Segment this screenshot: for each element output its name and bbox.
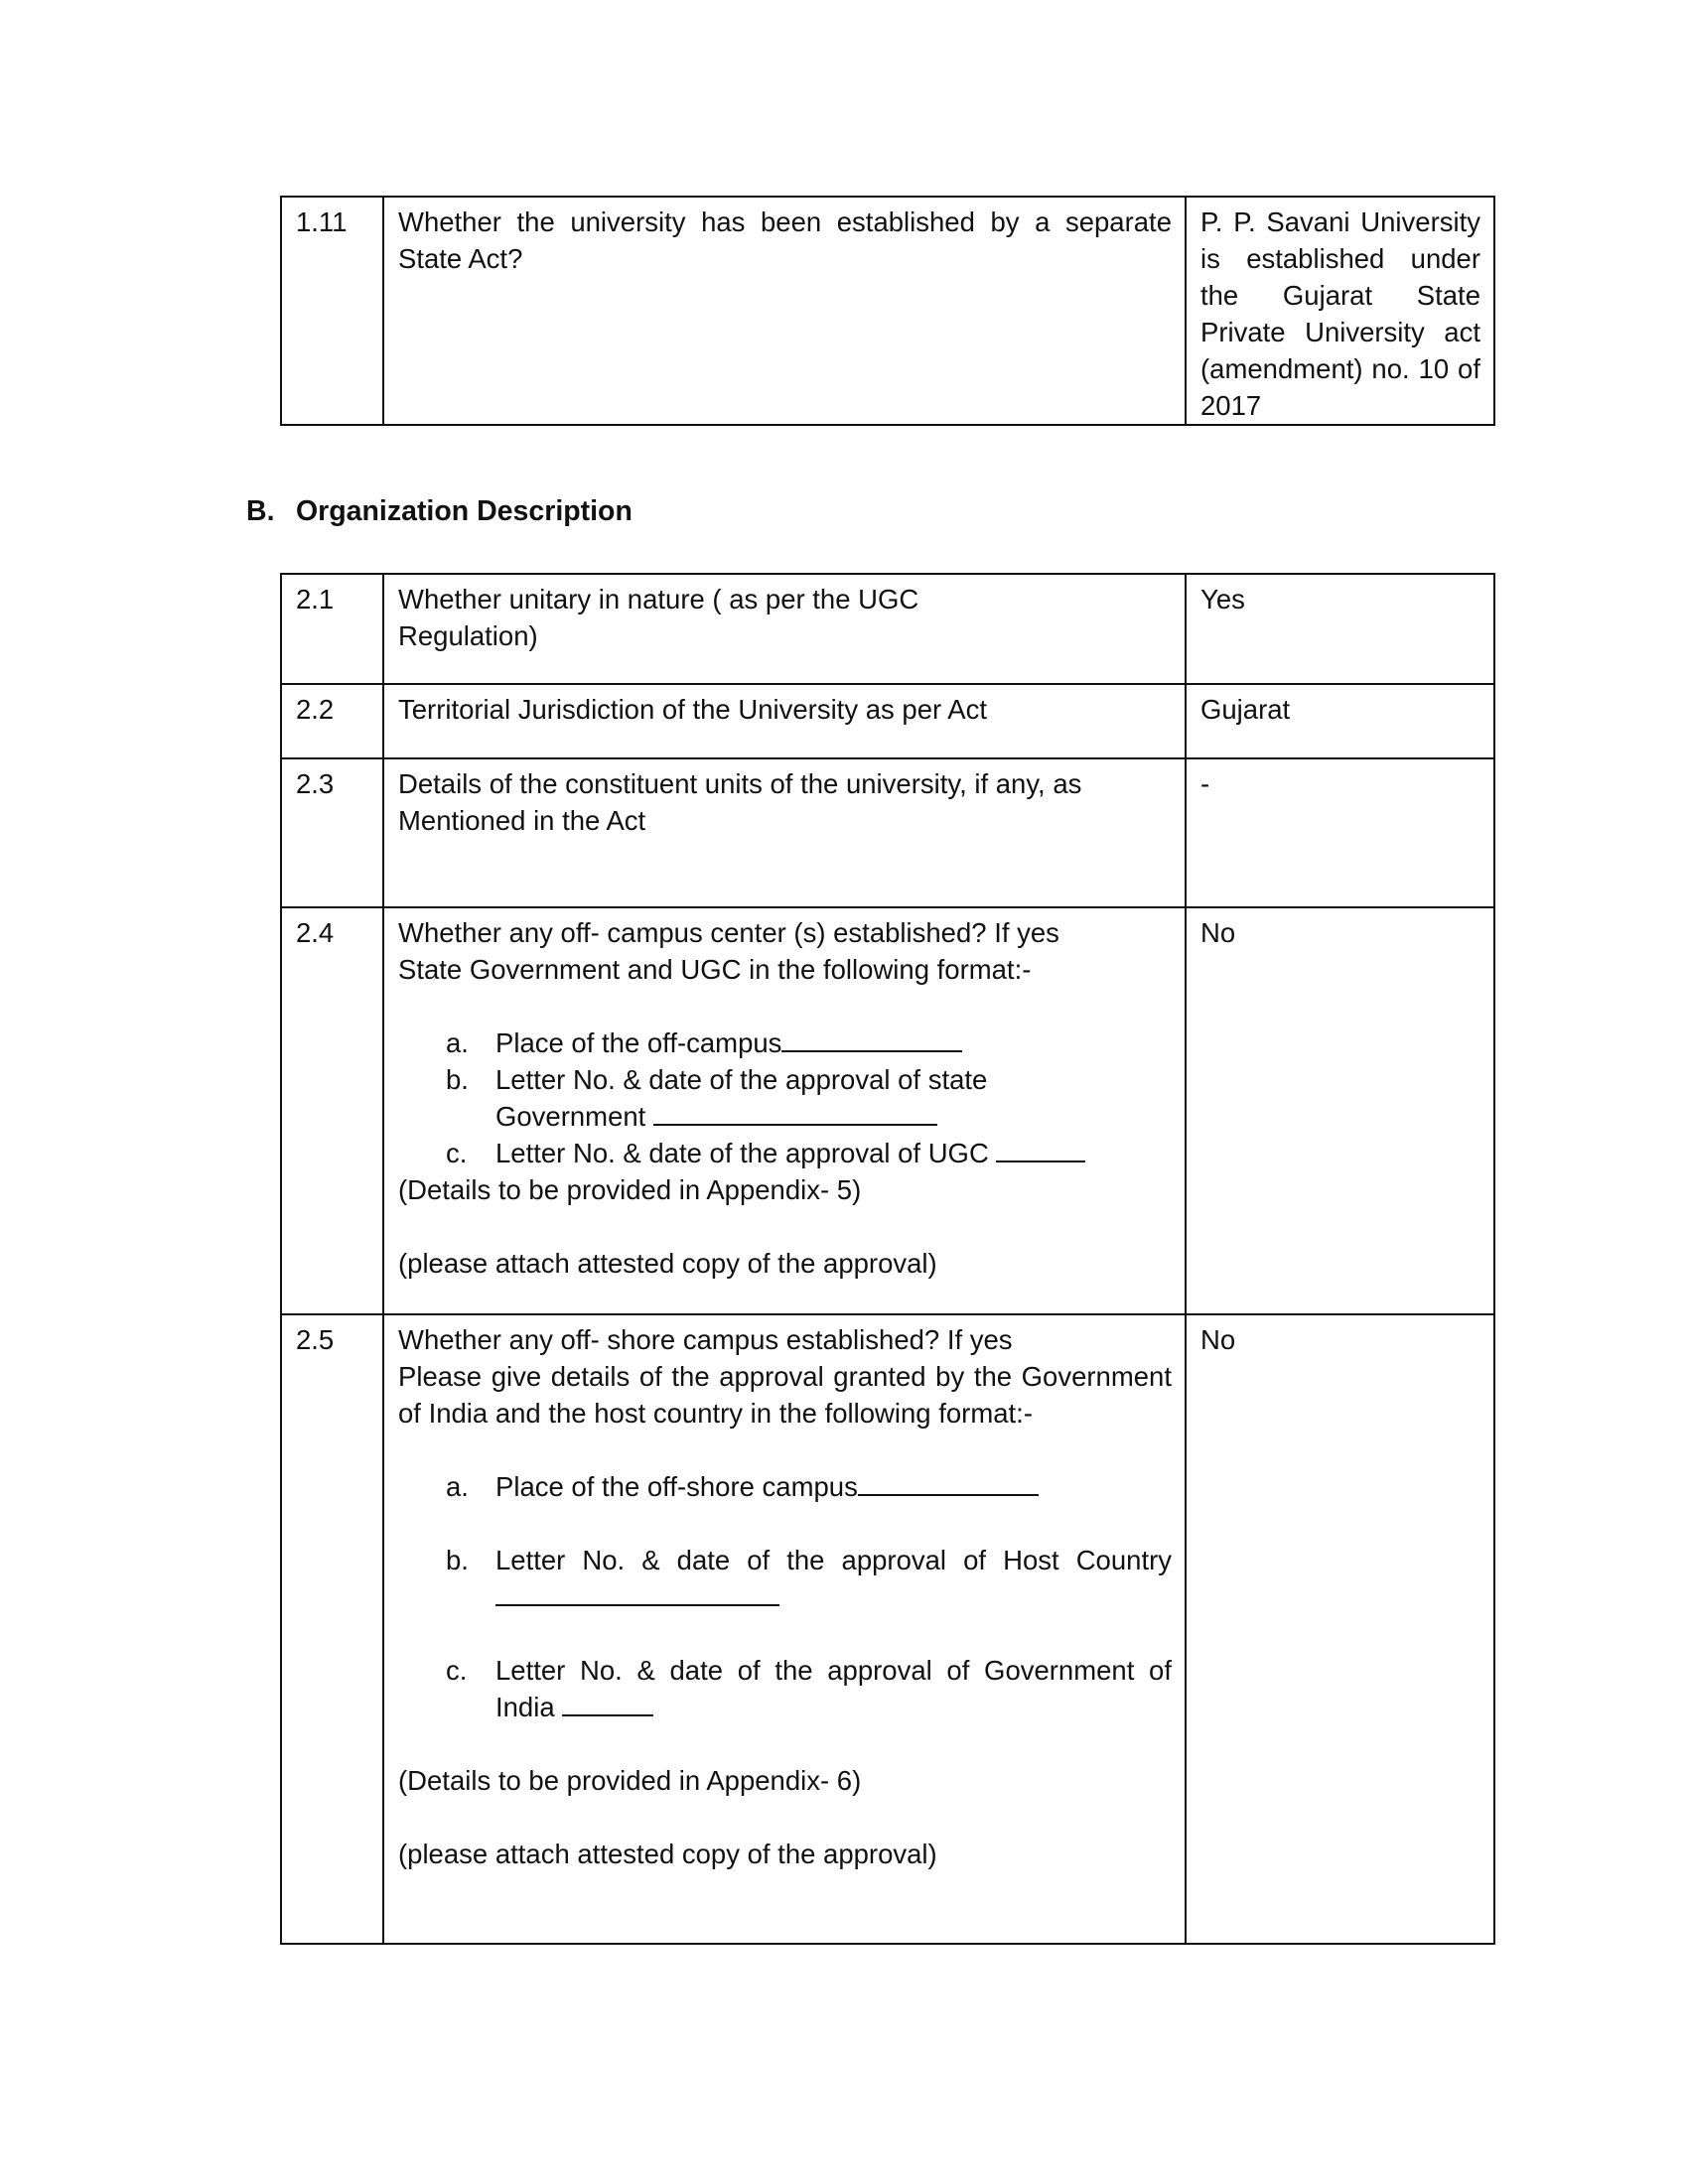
section-letter: B. (246, 495, 275, 527)
question-line: Please give details of the approval granted by the Government of India and the host country in the following format:- (398, 1361, 1172, 1429)
row-number: 2.5 (281, 1314, 383, 1944)
fill-blank (495, 1578, 779, 1606)
list-text: Letter No. & date of the approval of UGC (495, 1138, 997, 1168)
list-text: Place of the off-shore campus (495, 1471, 858, 1502)
row-question (383, 1314, 1186, 1944)
row-question (383, 758, 1186, 907)
table-row (281, 574, 1494, 684)
list-text: Letter No. & date of the approval of Host Country (495, 1545, 1172, 1575)
format-list (398, 1024, 1172, 1171)
row-question: Territorial Jurisdiction of the University as per Act (383, 684, 1186, 758)
list-text: Letter No. & date of the approval of Government of India (495, 1655, 1172, 1722)
question-line: State Government and UGC in the following format:- (398, 954, 1032, 985)
row-answer: Yes (1186, 574, 1494, 684)
details-note: (Details to be provided in Appendix- 6) (398, 1765, 862, 1796)
list-text: Place of the off-campus (495, 1027, 782, 1058)
question-line: Whether any off- campus center (s) established? If yes (398, 917, 1059, 948)
state-act-table (280, 196, 1495, 426)
list-item (446, 1061, 1172, 1135)
table-row (281, 197, 1494, 425)
list-item (446, 1024, 1172, 1061)
fill-blank (996, 1135, 1085, 1162)
row-number: 2.4 (281, 907, 383, 1314)
attach-note: (please attach attested copy of the approval) (398, 1248, 937, 1279)
row-answer: Gujarat (1186, 684, 1494, 758)
list-item (446, 1135, 1172, 1171)
row-question (383, 907, 1186, 1314)
row-number: 2.1 (281, 574, 383, 684)
section-title: Organization Description (296, 495, 633, 527)
row-number: 2.2 (281, 684, 383, 758)
attach-note: (please attach attested copy of the approval) (398, 1839, 937, 1869)
details-note: (Details to be provided in Appendix- 5) (398, 1174, 862, 1205)
row-question: Whether the university has been established by a separate State Act? (383, 197, 1186, 425)
row-number: 2.3 (281, 758, 383, 907)
question-text (398, 1321, 1172, 1432)
organization-table (280, 573, 1495, 1945)
list-marker: c. (446, 1138, 468, 1168)
list-text: Government (495, 1101, 653, 1132)
question-line: Mentioned in the Act (398, 805, 646, 836)
fill-blank (562, 1689, 653, 1716)
question-line: Whether unitary in nature ( as per the UGC (398, 584, 919, 614)
fill-blank (653, 1098, 937, 1126)
table-row (281, 684, 1494, 758)
list-marker: a. (446, 1027, 469, 1058)
row-answer: - (1186, 758, 1494, 907)
table-row (281, 758, 1494, 907)
question-line: Whether any off- shore campus established? If yes (398, 1324, 1013, 1355)
list-marker: b. (446, 1064, 469, 1095)
list-item (446, 1652, 1172, 1725)
list-text: Letter No. & date of the approval of state (495, 1064, 988, 1095)
list-marker: b. (446, 1545, 469, 1575)
row-question (383, 574, 1186, 684)
row-answer: No (1186, 1314, 1494, 1944)
list-marker: c. (446, 1655, 468, 1686)
fill-blank (858, 1468, 1039, 1496)
row-number: 1.11 (281, 197, 383, 425)
list-item (446, 1542, 1172, 1615)
row-answer: P. P. Savani University is established under the Gujarat State Private University act (amendment) no. 10 of 2017 (1186, 197, 1494, 425)
section-heading (246, 493, 633, 530)
fill-blank (781, 1024, 962, 1052)
question-line: Details of the constituent units of the university, if any, as (398, 768, 1082, 799)
question-line: Regulation) (398, 620, 538, 651)
list-marker: a. (446, 1471, 469, 1502)
format-list (398, 1468, 1172, 1725)
table-row (281, 1314, 1494, 1944)
table-row (281, 907, 1494, 1314)
list-item (446, 1468, 1172, 1505)
row-answer: No (1186, 907, 1494, 1314)
